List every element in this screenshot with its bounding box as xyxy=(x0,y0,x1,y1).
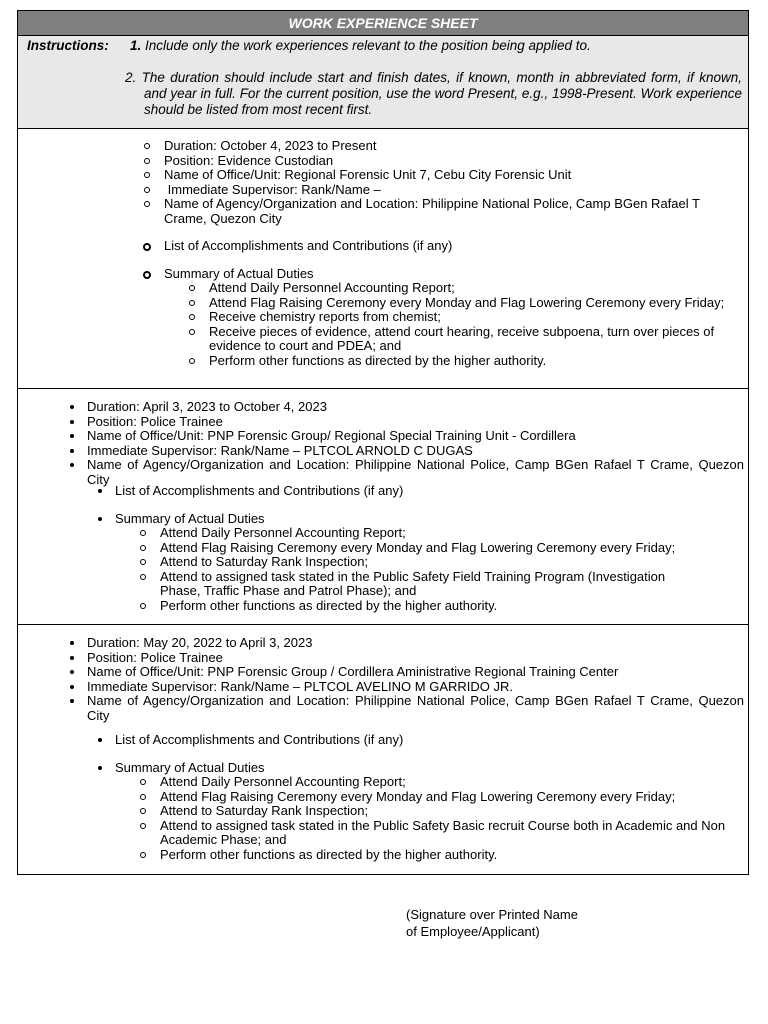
entry-1-duration: Duration: October 4, 2023 to Present xyxy=(164,139,744,154)
entry-3-office: Name of Office/Unit: PNP Forensic Group / Cordillera Aministrative Regional Training Center xyxy=(87,665,744,680)
instructions-label: Instructions: xyxy=(27,38,109,53)
entry-3-duty: Attend Daily Personnel Accounting Report; xyxy=(160,775,744,790)
entry-1-duty: Receive pieces of evidence, attend court hearing, receive subpoena, turn over pieces of evidence to court and PDEA; and xyxy=(209,325,734,354)
entry-3-duties xyxy=(160,775,744,862)
entry-2-details xyxy=(87,400,744,487)
instruction-2-body: The duration should include start and finish dates, if known, month in abbreviated form, if known, and year in full. For the current position, use the word Present, e.g., 1998-Present. Work experience should be listed from most recent first. xyxy=(141,70,742,117)
entry-2-duty: Perform other functions as directed by the higher authority. xyxy=(160,599,744,614)
entry-1-duty: Attend Flag Raising Ceremony every Monday and Flag Lowering Ceremony every Friday; xyxy=(209,296,734,311)
work-entry-3 xyxy=(18,625,748,874)
entry-1-details xyxy=(164,139,744,368)
entry-2-duration: Duration: April 3, 2023 to October 4, 2023 xyxy=(87,400,744,415)
entry-1-agency: Name of Agency/Organization and Location: Philippine National Police, Camp BGen Rafael T Crame, Quezon City xyxy=(164,197,744,226)
instruction-2-text xyxy=(125,70,742,118)
entry-1-accomplishments: List of Accomplishments and Contributions (if any) xyxy=(164,239,744,254)
entry-2-duty: Attend Flag Raising Ceremony every Monday and Flag Lowering Ceremony every Friday; xyxy=(160,541,744,556)
entry-1-duty: Attend Daily Personnel Accounting Report; xyxy=(209,281,734,296)
entry-2-accomplishments: List of Accomplishments and Contributions (if any) xyxy=(115,484,744,499)
entry-1-duty: Perform other functions as directed by the higher authority. xyxy=(209,354,734,369)
entry-2-sub xyxy=(115,484,744,613)
entry-3-duty: Perform other functions as directed by the higher authority. xyxy=(160,848,744,863)
entry-3-duty: Attend to assigned task stated in the Public Safety Basic recruit Course both in Academic and Non Academic Phase; and xyxy=(160,819,744,848)
entry-3-agency: Name of Agency/Organization and Location: Philippine National Police, Camp BGen Rafael T Crame, Quezon City xyxy=(87,693,744,723)
entry-2-duty: Attend to Saturday Rank Inspection; xyxy=(160,555,744,570)
entry-3-summary: Summary of Actual Duties Attend Daily Personnel Accounting Report; Attend Flag Raising Ceremony every Monday and Flag Lowering Ceremony every Friday; Attend to Saturday Rank Inspection; Attend to assigned task stated in the Public Safety Basic recruit Course both in Academic and Non Academic Phase; and Perform other functions as directed by the higher authority. xyxy=(115,761,744,863)
entry-2-duty: Attend Daily Personnel Accounting Report; xyxy=(160,526,744,541)
entry-3-position: Position: Police Trainee xyxy=(87,651,744,666)
work-experience-sheet xyxy=(17,10,749,875)
instruction-2 xyxy=(125,70,742,118)
entry-2-duty: Attend to assigned task stated in the Public Safety Field Training Program (Investigation Phase, Traffic Phase and Patrol Phase); and xyxy=(160,570,700,599)
entry-2-agency: Name of Agency/Organization and Location: Philippine National Police, Camp BGen Rafael T Crame, Quezon City xyxy=(87,457,744,487)
entry-3-duration: Duration: May 20, 2022 to April 3, 2023 xyxy=(87,636,744,651)
work-entry-2 xyxy=(18,389,748,625)
entry-2-duties xyxy=(160,526,744,613)
entry-1-duties xyxy=(209,281,734,368)
signature-block xyxy=(406,906,578,940)
entry-2-summary: Summary of Actual Duties Attend Daily Personnel Accounting Report; Attend Flag Raising Ceremony every Monday and Flag Lowering Ceremony every Friday; Attend to Saturday Rank Inspection; Attend to assigned task stated in the Public Safety Field Training Program (Investigation Phase, Traffic Phase and Patrol Phase); and Perform other functions as directed by the higher authority. xyxy=(115,512,744,614)
instruction-1-text: Include only the work experiences relevant to the position being applied to. xyxy=(145,38,591,53)
instruction-1 xyxy=(130,38,591,54)
entry-3-supervisor: Immediate Supervisor: Rank/Name – PLTCOL AVELINO M GARRIDO JR. xyxy=(87,680,744,695)
entry-1-position: Position: Evidence Custodian xyxy=(164,154,744,169)
entry-2-position: Position: Police Trainee xyxy=(87,415,744,430)
instructions-block xyxy=(18,36,748,129)
entry-1-office: Name of Office/Unit: Regional Forensic Unit 7, Cebu City Forensic Unit xyxy=(164,168,744,183)
entry-2-supervisor: Immediate Supervisor: Rank/Name – PLTCOL ARNOLD C DUGAS xyxy=(87,444,744,459)
entry-2-office: Name of Office/Unit: PNP Forensic Group/ Regional Special Training Unit - Cordillera xyxy=(87,429,744,444)
work-entry-1 xyxy=(18,129,748,389)
entry-3-sub xyxy=(115,733,744,862)
entry-3-accomplishments: List of Accomplishments and Contributions (if any) xyxy=(115,733,744,748)
instruction-2-number: 2. xyxy=(125,70,137,85)
entry-3-duty: Attend Flag Raising Ceremony every Monday and Flag Lowering Ceremony every Friday; xyxy=(160,790,744,805)
signature-line-2: of Employee/Applicant) xyxy=(406,924,540,939)
entry-1-supervisor: Immediate Supervisor: Rank/Name – xyxy=(164,183,744,198)
entry-1-duty: Receive chemistry reports from chemist; xyxy=(209,310,734,325)
entry-3-details xyxy=(87,636,744,723)
entry-3-duty: Attend to Saturday Rank Inspection; xyxy=(160,804,744,819)
sheet-title: WORK EXPERIENCE SHEET xyxy=(18,11,748,36)
entry-1-summary: Summary of Actual Duties Attend Daily Personnel Accounting Report; Attend Flag Raising Ceremony every Monday and Flag Lowering Ceremony every Friday; Receive chemistry reports from chemist; Receive pieces of evidence, attend court hearing, receive subpoena, turn over pieces of evidence to court and PDEA; and Perform other functions as directed by the higher authority. xyxy=(164,267,744,369)
instruction-1-number: 1. xyxy=(130,38,142,53)
signature-line-1: (Signature over Printed Name xyxy=(406,907,578,922)
